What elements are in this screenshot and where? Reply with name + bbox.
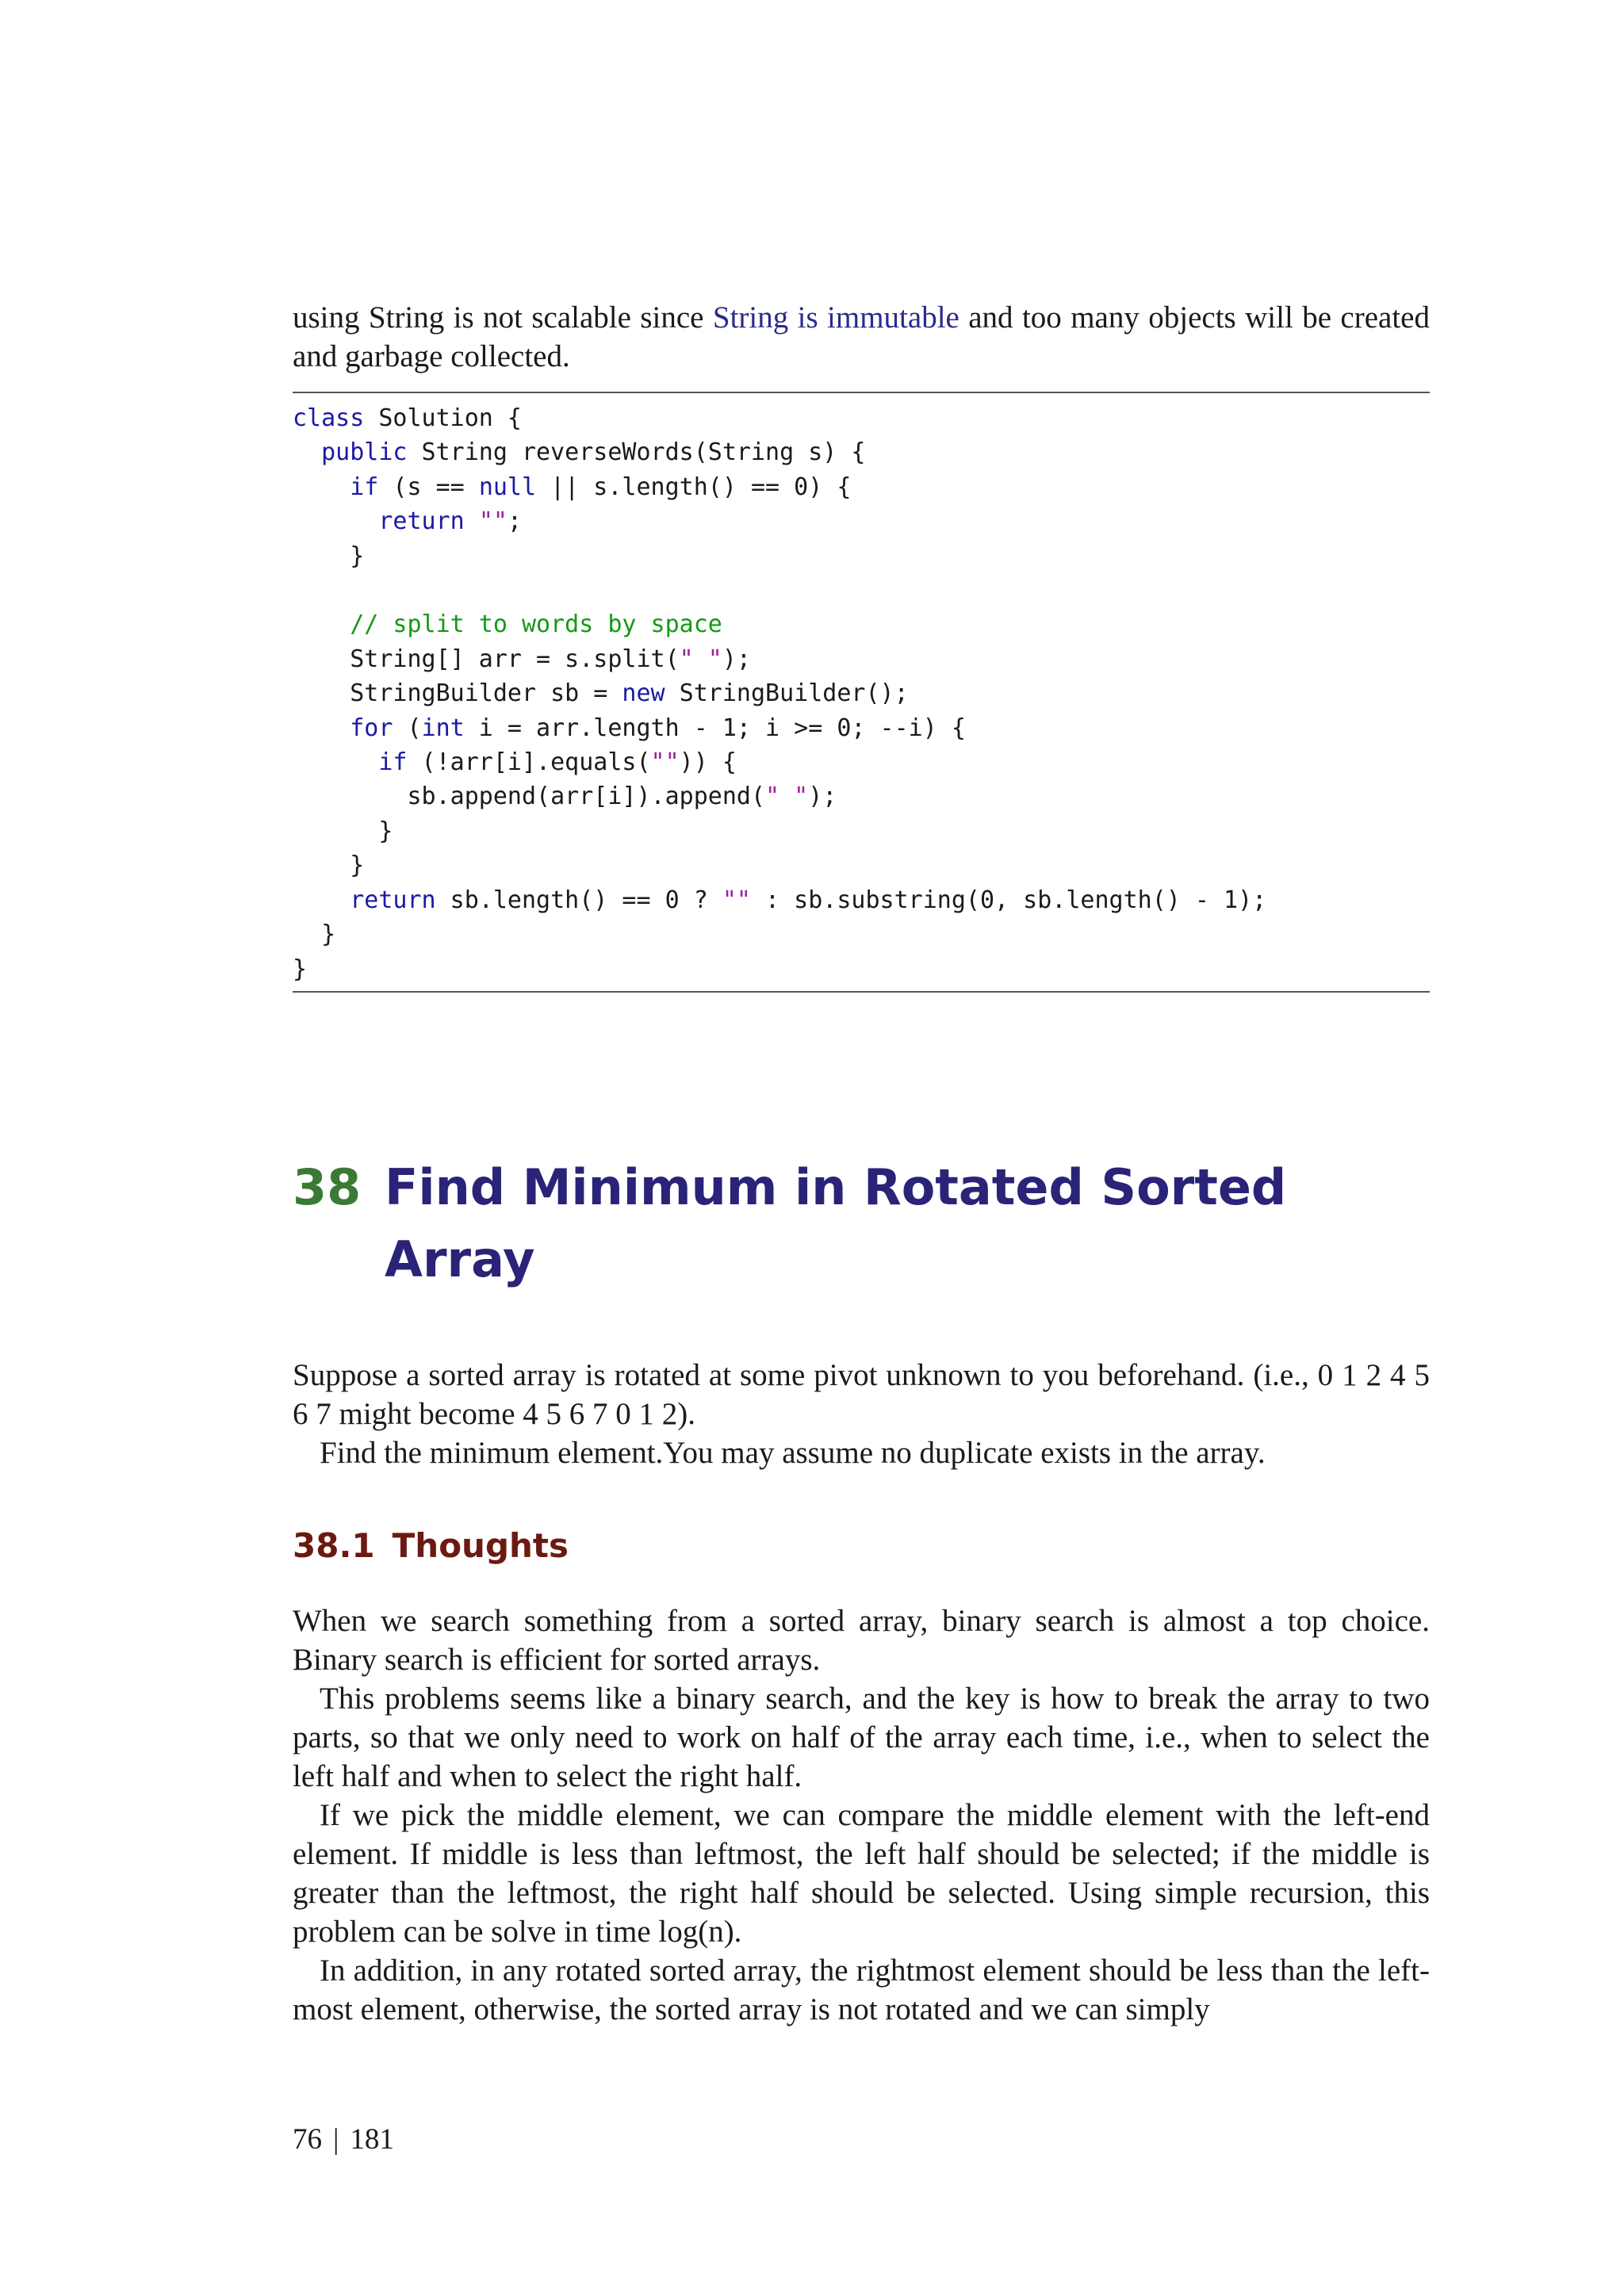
footer-separator: | bbox=[333, 2123, 339, 2156]
code-string: "" bbox=[722, 886, 751, 914]
code-text: StringBuilder(); bbox=[665, 679, 909, 708]
code-keyword: class bbox=[293, 404, 365, 432]
code-string: "" bbox=[650, 748, 680, 777]
code-keyword: int bbox=[421, 714, 465, 742]
section-number: 38.1 bbox=[293, 1526, 375, 1565]
chapter-title: Find Minimum in Rotated Sorted Array bbox=[385, 1158, 1287, 1288]
code-text: (!arr[i].equals( bbox=[407, 748, 651, 777]
code-keyword: for bbox=[350, 714, 393, 742]
code-text: } bbox=[293, 955, 308, 983]
intro-text-end: and too many objects will be created and garbage collected. bbox=[293, 300, 1430, 373]
code-keyword: null bbox=[478, 473, 537, 501]
thoughts-paragraph-4: In addition, in any rotated sorted array, the rightmost element should be less than the left-most element, otherwise, the sorted array is not rotated and we can simply bbox=[293, 1954, 1430, 2026]
problem-paragraph-1: Suppose a sorted array is rotated at some pivot unknown to you beforehand. (i.e., 0 1 2 4 5 6 7 might become 4 5 6 7 0 1 2). bbox=[293, 1358, 1430, 1431]
code-text: ( bbox=[393, 714, 422, 742]
code-keyword: return bbox=[350, 886, 436, 914]
code-text: } bbox=[350, 851, 365, 880]
code-text: String reverseWords(String s) { bbox=[407, 438, 866, 467]
code-text: } bbox=[350, 541, 365, 570]
code-keyword: if bbox=[378, 748, 408, 777]
code-listing bbox=[293, 401, 1430, 986]
code-text: sb.append(arr[i]).append( bbox=[407, 783, 766, 811]
total-pages: 181 bbox=[350, 2123, 394, 2156]
intro-text: using String is not scalable since bbox=[293, 300, 713, 335]
code-comment: // split to words by space bbox=[350, 610, 722, 639]
code-keyword: return bbox=[378, 507, 465, 536]
code-keyword: new bbox=[622, 679, 665, 708]
code-text: )) { bbox=[679, 748, 737, 777]
code-text: } bbox=[321, 920, 336, 949]
page-number: 76 bbox=[293, 2123, 322, 2156]
code-string: "" bbox=[478, 507, 508, 536]
code-bottom-rule bbox=[293, 991, 1430, 993]
immutable-link[interactable]: String is immutable bbox=[712, 300, 959, 335]
page-footer bbox=[293, 2122, 394, 2158]
code-string: " " bbox=[679, 645, 722, 673]
code-text: ); bbox=[722, 645, 751, 673]
code-text: String[] arr = s.split( bbox=[350, 645, 680, 673]
thoughts-paragraph-2: This problems seems like a binary search, and the key is how to break the array to two parts, so that we only need to work on half of the array each time, i.e., when to select the left half and when to select the right half. bbox=[293, 1682, 1430, 1793]
code-text: || s.length() == 0) { bbox=[536, 473, 852, 501]
section-title: Thoughts bbox=[392, 1526, 569, 1565]
code-text: i = arr.length - 1; i >= 0; --i) { bbox=[464, 714, 966, 742]
code-text: sb.length() == 0 ? bbox=[435, 886, 722, 914]
section-heading bbox=[293, 1524, 569, 1568]
code-top-rule bbox=[293, 392, 1430, 393]
code-keyword: if bbox=[350, 473, 379, 501]
code-keyword: public bbox=[321, 438, 408, 467]
chapter-number: 38 bbox=[293, 1158, 362, 1216]
problem-paragraph-2: Find the minimum element.You may assume no duplicate exists in the array. bbox=[320, 1436, 1266, 1470]
code-text: Solution { bbox=[364, 404, 522, 432]
code-string: " " bbox=[765, 783, 809, 811]
code-text: StringBuilder sb = bbox=[350, 679, 622, 708]
code-text: } bbox=[378, 817, 393, 845]
code-text: ); bbox=[808, 783, 837, 811]
code-text: ; bbox=[507, 507, 522, 536]
code-text: : sb.substring(0, sb.length() - 1); bbox=[750, 886, 1267, 914]
intro-paragraph bbox=[293, 298, 1430, 376]
code-text: (s == bbox=[378, 473, 479, 501]
thoughts-paragraph-1: When we search something from a sorted array, binary search is almost a top choice. Binary search is efficient for sorted arrays. bbox=[293, 1604, 1430, 1677]
thoughts-paragraph-3: If we pick the middle element, we can compare the middle element with the left-end element. If middle is less than leftmost, the left half should be selected; if the middle is greater than the leftmost, the right half should be selected. Using simple recursion, this problem can be solve in time log(n). bbox=[293, 1798, 1430, 1949]
